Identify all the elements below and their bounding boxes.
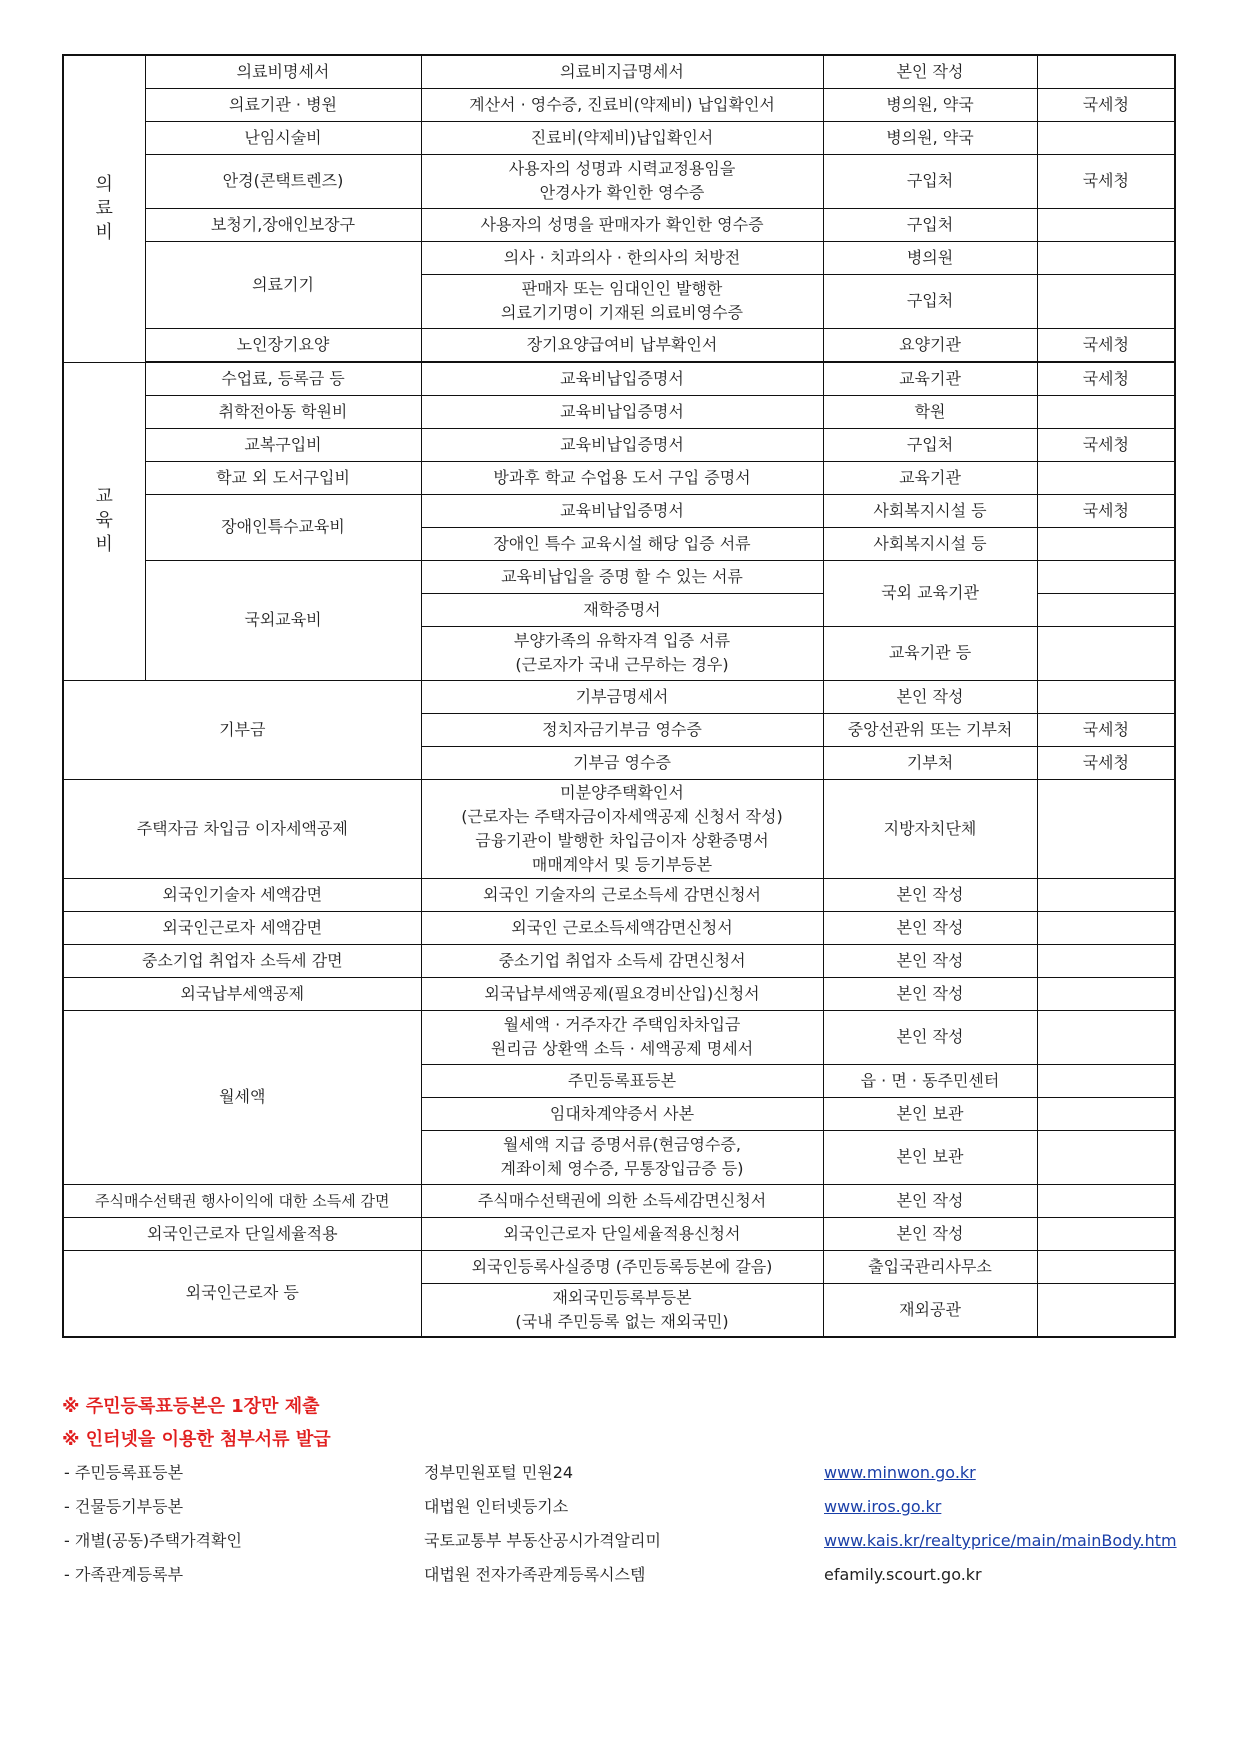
table-row	[63, 362, 1175, 395]
nts-cell: 국세청	[1037, 154, 1175, 208]
issuer-cell: 요양기관	[823, 328, 1037, 361]
issuer-cell: 교육기관	[823, 461, 1037, 494]
site-link[interactable]: www.kais.kr/realtyprice/main/mainBody.htm	[824, 1531, 1177, 1550]
issuer-cell: 출입국관리사무소	[823, 1250, 1037, 1283]
site-name: 대법원 전자가족관계등록시스템	[424, 1565, 646, 1584]
table-row	[63, 208, 1175, 241]
issuer-cell: 구입처	[823, 428, 1037, 461]
issuer-cell: 재외공관	[823, 1283, 1037, 1337]
section-label-foreign-tax: 외국납부세액공제	[63, 977, 421, 1010]
attachment-documents-table	[62, 54, 1176, 1338]
item-cell: 의료기기	[145, 241, 421, 328]
nts-cell	[1037, 1184, 1175, 1217]
document-cell: 사용자의 성명을 판매자가 확인한 영수증	[421, 208, 823, 241]
document-cell: 임대차계약증서 사본	[421, 1097, 823, 1130]
table-row	[63, 395, 1175, 428]
nts-cell	[1037, 55, 1175, 88]
item-cell: 국외교육비	[145, 560, 421, 680]
issuer-cell: 본인 작성	[823, 944, 1037, 977]
section-label-stock-option: 주식매수선택권 행사이익에 대한 소득세 감면	[63, 1184, 421, 1217]
table-row	[63, 911, 1175, 944]
document-cell: 월세액 · 거주자간 주택임차차입금 원리금 상환액 소득 · 세액공제 명세서	[421, 1010, 823, 1064]
site-name: 정부민원포털 민원24	[424, 1463, 574, 1482]
nts-cell: 국세청	[1037, 494, 1175, 527]
table-row	[63, 680, 1175, 713]
document-cell: 기부금명세서	[421, 680, 823, 713]
nts-cell	[1037, 1064, 1175, 1097]
item-cell: 안경(콘택트렌즈)	[145, 154, 421, 208]
nts-cell	[1037, 395, 1175, 428]
document-cell: 교육비납입증명서	[421, 395, 823, 428]
nts-cell	[1037, 1097, 1175, 1130]
table-row	[63, 154, 1175, 208]
nts-cell	[1037, 593, 1175, 626]
issuer-cell: 본인 보관	[823, 1130, 1037, 1184]
nts-cell	[1037, 461, 1175, 494]
issuer-cell: 구입처	[823, 208, 1037, 241]
nts-cell	[1037, 977, 1175, 1010]
table-row	[63, 1250, 1175, 1283]
nts-cell	[1037, 944, 1175, 977]
nts-cell	[1037, 527, 1175, 560]
nts-cell	[1037, 274, 1175, 328]
nts-cell	[1037, 1010, 1175, 1064]
table-row	[63, 1010, 1175, 1064]
document-cell: 의료비지급명세서	[421, 55, 823, 88]
table-row	[63, 977, 1175, 1010]
table-row	[63, 779, 1175, 878]
item-cell: 의료비명세서	[145, 55, 421, 88]
issuer-cell: 기부처	[823, 746, 1037, 779]
item-cell: 장애인특수교육비	[145, 494, 421, 560]
list-item	[62, 1490, 1174, 1524]
table-row	[63, 55, 1175, 88]
document-cell: 주민등록표등본	[421, 1064, 823, 1097]
document-name: - 개별(공동)주택가격확인	[64, 1531, 242, 1550]
document-cell: 사용자의 성명과 시력교정용임을 안경사가 확인한 영수증	[421, 154, 823, 208]
document-cell: 외국인근로자 단일세율적용신청서	[421, 1217, 823, 1250]
issuer-cell: 국외 교육기관	[823, 560, 1037, 626]
issuer-cell: 본인 작성	[823, 1010, 1037, 1064]
site-name: 국토교통부 부동산공시가격알리미	[424, 1531, 661, 1550]
document-cell: 기부금 영수증	[421, 746, 823, 779]
nts-cell: 국세청	[1037, 746, 1175, 779]
item-cell: 난임시술비	[145, 121, 421, 154]
nts-cell: 국세청	[1037, 328, 1175, 361]
issuer-cell: 교육기관 등	[823, 626, 1037, 680]
document-cell: 의사 · 치과의사 · 한의사의 처방전	[421, 241, 823, 274]
item-cell: 취학전아동 학원비	[145, 395, 421, 428]
nts-cell: 국세청	[1037, 713, 1175, 746]
document-cell: 외국인등록사실증명 (주민등록등본에 갈음)	[421, 1250, 823, 1283]
issuer-cell: 사회복지시설 등	[823, 527, 1037, 560]
nts-cell	[1037, 1283, 1175, 1337]
document-name: - 건물등기부등본	[64, 1497, 184, 1516]
issuer-cell: 본인 작성	[823, 1217, 1037, 1250]
issuer-cell: 본인 작성	[823, 680, 1037, 713]
issuer-cell: 교육기관	[823, 362, 1037, 395]
issuer-cell: 병의원, 약국	[823, 88, 1037, 121]
issuer-cell: 학원	[823, 395, 1037, 428]
table-row	[63, 560, 1175, 593]
section-label-foreigners: 외국인근로자 등	[63, 1250, 421, 1337]
issuer-cell: 사회복지시설 등	[823, 494, 1037, 527]
nts-cell	[1037, 208, 1175, 241]
section-label-rent: 월세액	[63, 1010, 421, 1184]
document-cell: 진료비(약제비)납입확인서	[421, 121, 823, 154]
list-item	[62, 1524, 1177, 1558]
issuer-cell: 본인 보관	[823, 1097, 1037, 1130]
notes-section	[62, 1390, 331, 1456]
nts-cell: 국세청	[1037, 362, 1175, 395]
item-cell: 학교 외 도서구입비	[145, 461, 421, 494]
section-label-housing: 주택자금 차입금 이자세액공제	[63, 779, 421, 878]
issuer-cell: 병의원, 약국	[823, 121, 1037, 154]
nts-cell	[1037, 241, 1175, 274]
table-row	[63, 461, 1175, 494]
table-row	[63, 328, 1175, 361]
document-name: - 가족관계등록부	[64, 1565, 184, 1584]
item-cell: 교복구입비	[145, 428, 421, 461]
table-row	[63, 241, 1175, 274]
document-cell: 미분양주택확인서 (근로자는 주택자금이자세액공제 신청서 작성) 금융기관이 발행한 차입금이자 상환증명서 매매계약서 및 등기부등본	[421, 779, 823, 878]
table-row	[63, 88, 1175, 121]
issuer-cell: 병의원	[823, 241, 1037, 274]
document-name: - 주민등록표등본	[64, 1463, 184, 1482]
document-cell: 부양가족의 유학자격 입증 서류 (근로자가 국내 근무하는 경우)	[421, 626, 823, 680]
document-cell: 방과후 학교 수업용 도서 구입 증명서	[421, 461, 823, 494]
issuer-cell: 읍 · 면 · 동주민센터	[823, 1064, 1037, 1097]
document-cell: 계산서 · 영수증, 진료비(약제비) 납입확인서	[421, 88, 823, 121]
document-cell: 월세액 지급 증명서류(현금영수증, 계좌이체 영수증, 무통장입금증 등)	[421, 1130, 823, 1184]
section-label-flat-rate: 외국인근로자 단일세율적용	[63, 1217, 421, 1250]
issuer-cell: 구입처	[823, 274, 1037, 328]
table-row	[63, 878, 1175, 911]
table-row	[63, 494, 1175, 527]
document-cell: 판매자 또는 임대인인 발행한 의료기기명이 기재된 의료비영수증	[421, 274, 823, 328]
document-cell: 외국인 기술자의 근로소득세 감면신청서	[421, 878, 823, 911]
note-internet-issuance: ※ 인터넷을 이용한 첨부서류 발급	[62, 1429, 331, 1450]
nts-cell	[1037, 626, 1175, 680]
document-cell: 교육비납입을 증명 할 수 있는 서류	[421, 560, 823, 593]
list-item	[62, 1558, 1174, 1592]
document-cell: 외국인 근로소득세액감면신청서	[421, 911, 823, 944]
section-label-sme: 중소기업 취업자 소득세 감면	[63, 944, 421, 977]
item-cell: 노인장기요양	[145, 328, 421, 361]
section-label-donation: 기부금	[63, 680, 421, 779]
nts-cell	[1037, 1217, 1175, 1250]
issuer-cell: 중앙선관위 또는 기부처	[823, 713, 1037, 746]
issuer-cell: 본인 작성	[823, 1184, 1037, 1217]
nts-cell	[1037, 911, 1175, 944]
site-link[interactable]: www.iros.go.kr	[824, 1497, 942, 1516]
note-resident-registration: ※ 주민등록표등본은 1장만 제출	[62, 1396, 320, 1417]
nts-cell	[1037, 680, 1175, 713]
document-cell: 교육비납입증명서	[421, 494, 823, 527]
table-row	[63, 428, 1175, 461]
document-cell: 장기요양급여비 납부확인서	[421, 328, 823, 361]
nts-cell: 국세청	[1037, 428, 1175, 461]
issuer-cell: 본인 작성	[823, 55, 1037, 88]
document-cell: 외국납부세액공제(필요경비산입)신청서	[421, 977, 823, 1010]
table-row	[63, 121, 1175, 154]
table-row	[63, 1217, 1175, 1250]
nts-cell	[1037, 878, 1175, 911]
site-address: efamily.scourt.go.kr	[824, 1565, 982, 1584]
issuance-links-list	[62, 1456, 1177, 1592]
list-item	[62, 1456, 1174, 1490]
section-label-medical: 의 료 비	[63, 55, 145, 362]
issuer-cell: 본인 작성	[823, 977, 1037, 1010]
table-row	[63, 944, 1175, 977]
nts-cell	[1037, 1130, 1175, 1184]
document-cell: 중소기업 취업자 소득세 감면신청서	[421, 944, 823, 977]
document-cell: 교육비납입증명서	[421, 428, 823, 461]
document-cell: 재외국민등록부등본 (국내 주민등록 없는 재외국민)	[421, 1283, 823, 1337]
nts-cell	[1037, 1250, 1175, 1283]
nts-cell	[1037, 121, 1175, 154]
item-cell: 보청기,장애인보장구	[145, 208, 421, 241]
item-cell: 의료기관 · 병원	[145, 88, 421, 121]
document-cell: 교육비납입증명서	[421, 362, 823, 395]
document-cell: 장애인 특수 교육시설 해당 입증 서류	[421, 527, 823, 560]
section-label-foreign-engineer: 외국인기술자 세액감면	[63, 878, 421, 911]
issuer-cell: 지방자치단체	[823, 779, 1037, 878]
document-cell: 재학증명서	[421, 593, 823, 626]
section-label-education: 교 육 비	[63, 362, 145, 680]
document-cell: 주식매수선택권에 의한 소득세감면신청서	[421, 1184, 823, 1217]
issuer-cell: 본인 작성	[823, 878, 1037, 911]
item-cell: 수업료, 등록금 등	[145, 362, 421, 395]
section-label-foreign-worker-reduction: 외국인근로자 세액감면	[63, 911, 421, 944]
site-name: 대법원 인터넷등기소	[424, 1497, 569, 1516]
nts-cell	[1037, 779, 1175, 878]
table-row	[63, 1184, 1175, 1217]
nts-cell: 국세청	[1037, 88, 1175, 121]
site-link[interactable]: www.minwon.go.kr	[824, 1463, 976, 1482]
nts-cell	[1037, 560, 1175, 593]
issuer-cell: 구입처	[823, 154, 1037, 208]
issuer-cell: 본인 작성	[823, 911, 1037, 944]
document-cell: 정치자금기부금 영수증	[421, 713, 823, 746]
